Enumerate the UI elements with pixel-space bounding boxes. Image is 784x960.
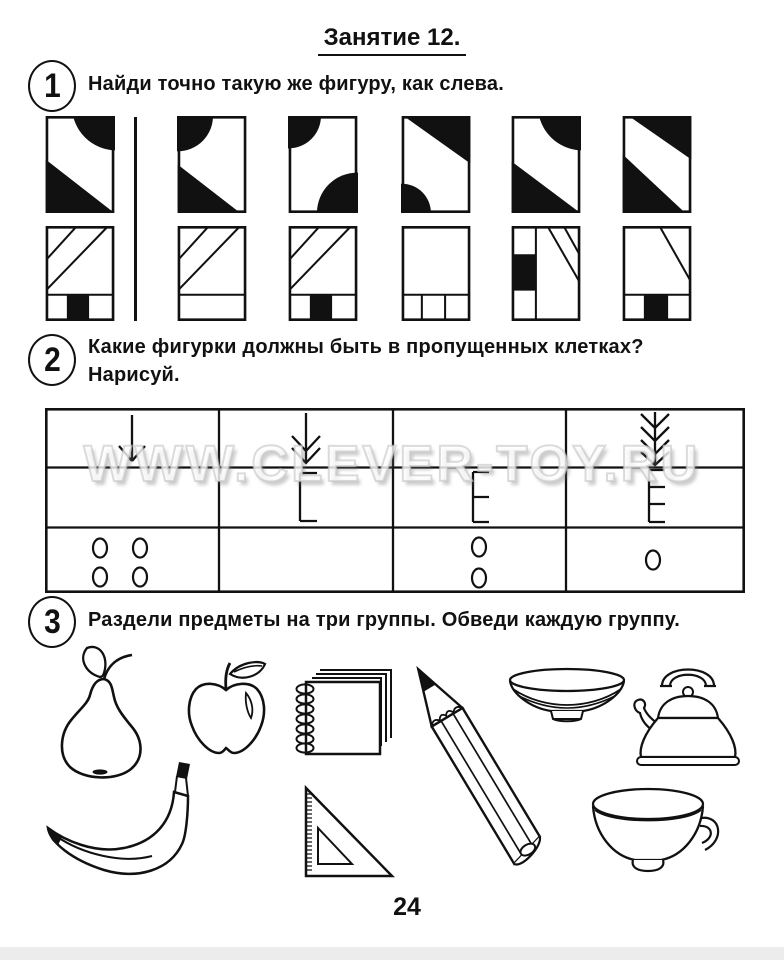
task-3-badge: [28, 596, 76, 648]
scan-edge-shadow: [0, 947, 784, 960]
task1-row2-sample-card: [45, 226, 115, 321]
cup-handle-icon: [700, 818, 718, 850]
bowl-illustration: [505, 666, 630, 728]
triangle-ruler-illustration: [294, 782, 400, 882]
task1-row2-candidate-4: [511, 226, 581, 321]
task1-row1-candidate-2: [288, 116, 358, 213]
task-1-badge: [28, 60, 76, 112]
task2-pattern-table: [45, 408, 745, 593]
sample-divider-line: [134, 117, 137, 321]
watermark: WWW.CLEVER-TOY.RU: [83, 435, 701, 492]
task1-row2-candidate-1: [177, 226, 247, 321]
task-2-instruction-line-2: Нарисуй.: [88, 364, 180, 386]
notebook-illustration: [288, 668, 395, 768]
task-3-instruction: Раздели предметы на три группы. Обведи каждую группу.: [88, 609, 681, 631]
page-number: 24: [393, 893, 421, 921]
kettle-illustration: [630, 656, 746, 772]
task-2-number: 2: [44, 340, 60, 379]
task1-row1-sample-card: [45, 116, 115, 213]
task1-row1-candidate-5: [622, 116, 692, 213]
task-1-number: 1: [44, 66, 60, 105]
task1-row1-candidate-1: [177, 116, 247, 213]
cup-illustration: [585, 782, 725, 878]
task1-row2-candidate-3: [401, 226, 471, 321]
kettle-handle-icon: [660, 670, 716, 687]
apple-leaf-icon: [230, 662, 265, 678]
task1-row1-candidate-3: [401, 116, 471, 213]
page-title: Занятие 12.: [0, 24, 784, 56]
task-2-instruction-line-1: Какие фигурки должны быть в пропущенных клетках?: [88, 336, 644, 358]
banana-stem-icon: [176, 762, 190, 779]
task-1-instruction: Найди точно такую же фигуру, как слева.: [88, 73, 504, 95]
task1-row1-candidate-4: [511, 116, 581, 213]
banana-illustration: [38, 742, 213, 884]
task1-row2-candidate-2: [288, 226, 358, 321]
task1-row2-candidate-5: [622, 226, 692, 321]
task-2-badge: [28, 334, 76, 386]
task-3-number: 3: [44, 602, 60, 641]
pear-leaf-icon: [83, 647, 105, 677]
